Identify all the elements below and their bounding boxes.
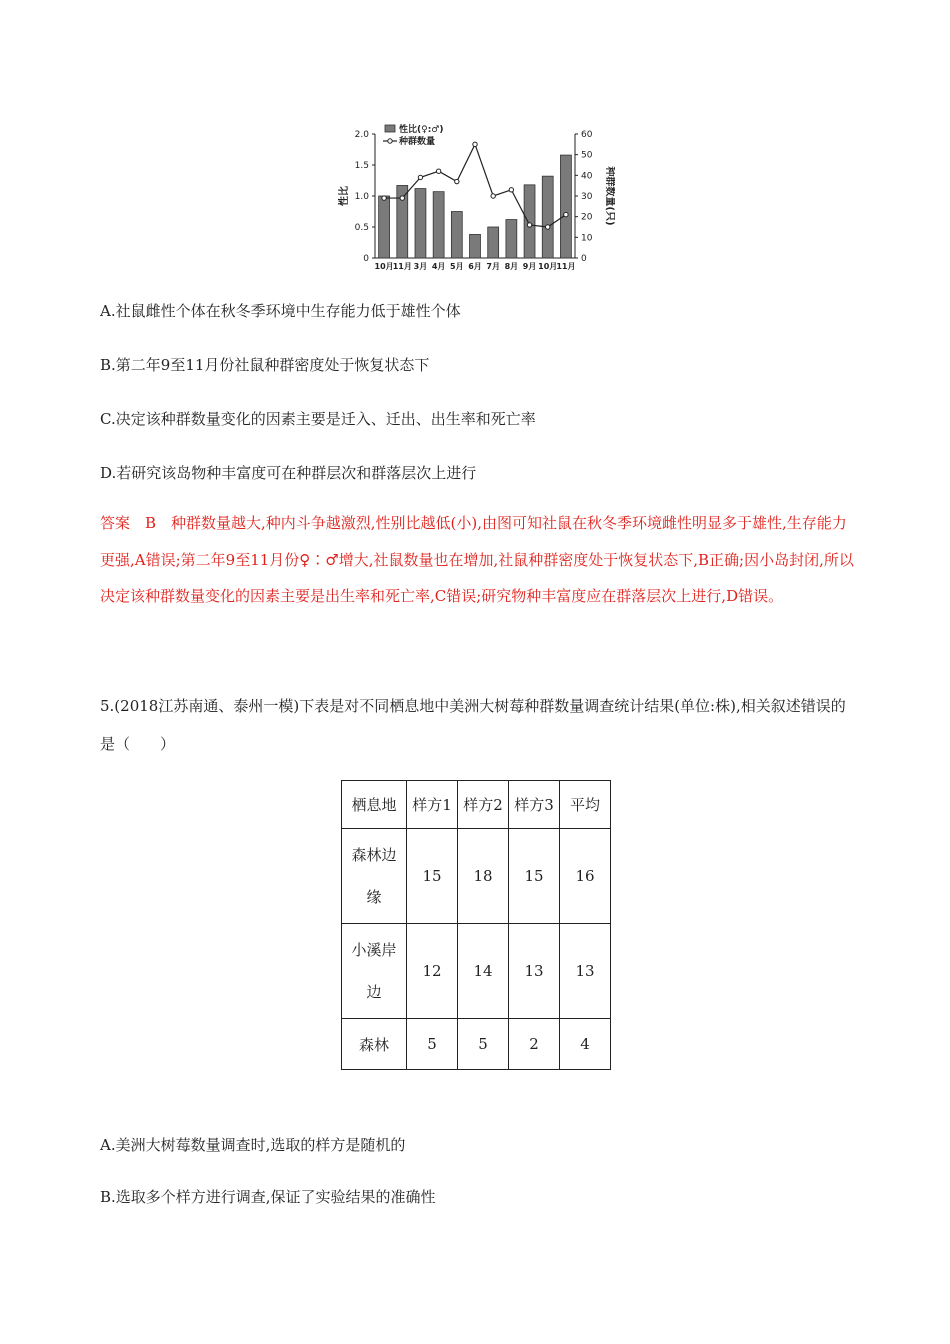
sex-ratio-bar <box>379 196 390 258</box>
sex-ratio-bar <box>415 189 426 258</box>
table-cell: 13 <box>509 924 560 1019</box>
sex-ratio-bar <box>488 227 499 258</box>
habitat-table <box>341 780 611 1070</box>
x-tick-label: 9月 <box>522 262 537 271</box>
population-point <box>546 225 550 229</box>
sex-ratio-bar <box>433 192 444 258</box>
population-point <box>400 196 404 200</box>
x-tick-label: 7月 <box>486 262 500 271</box>
legend-line-marker <box>388 139 392 143</box>
q5-stem: 5.(2018江苏南通、泰州一模)下表是对不同栖息地中美洲大树莓种群数量调查统计结果(单位:株),相关叙述错误的是（ ） <box>100 697 846 753</box>
x-tick-label: 11月 <box>392 262 412 271</box>
table-row <box>342 924 611 1019</box>
left-tick-label: 0 <box>363 254 369 264</box>
table-cell: 4 <box>560 1019 611 1070</box>
table-header-row <box>342 781 611 829</box>
table-cell: 5 <box>407 1019 458 1070</box>
x-tick-label: 8月 <box>504 262 519 271</box>
table-row <box>342 1019 611 1070</box>
table-header-cell: 样方3 <box>509 781 560 829</box>
right-tick-label: 50 <box>581 150 593 161</box>
table-cell: 15 <box>509 829 560 924</box>
table-cell: 16 <box>560 829 611 924</box>
sex-ratio-bar <box>451 212 462 259</box>
table-cell: 5 <box>458 1019 509 1070</box>
x-tick-label: 10月 <box>374 262 394 271</box>
habitat-name-line1: 小溪岸 <box>351 941 397 959</box>
q4-option-d: D.若研究该岛物种丰富度可在种群层次和群落层次上进行 <box>100 464 477 482</box>
population-point <box>473 142 477 146</box>
habitat-name-line1: 森林边 <box>351 846 397 864</box>
sex-ratio-bar <box>506 220 517 258</box>
sex-ratio-bar <box>542 176 553 258</box>
table-cell: 14 <box>458 924 509 1019</box>
habitat-cell <box>342 829 407 924</box>
q4-option-c: C.决定该种群数量变化的因素主要是迁入、迁出、出生率和死亡率 <box>100 410 536 428</box>
q4-option-b: B.第二年9至11月份社鼠种群密度处于恢复状态下 <box>100 356 430 374</box>
population-point <box>382 196 386 200</box>
table-row <box>342 829 611 924</box>
legend-line-label: 种群数量 <box>399 137 436 147</box>
q5-option-b: B.选取多个样方进行调查,保证了实验结果的准确性 <box>100 1188 436 1206</box>
habitat-name-line2: 边 <box>366 983 382 1001</box>
left-tick-label: 2.0 <box>354 130 369 140</box>
population-point <box>564 212 568 216</box>
table-cell: 12 <box>407 924 458 1019</box>
x-tick-label: 4月 <box>431 262 446 271</box>
habitat-name-line2: 缘 <box>366 888 382 906</box>
table-header-cell: 栖息地 <box>342 781 407 829</box>
habitat-cell <box>342 924 407 1019</box>
q4-answer: 答案 B 种群数量越大,种内斗争越激烈,性别比越低(小),由图可知社鼠在秋冬季环境雌性明显多于雄性,生存能力更强,A错误;第二年9至11月份♀∶♂增大,社鼠数量也在增加,社鼠种群密度处于恢复状态下,B正确;因小岛封闭,所以决定该种群数量变化的因素主要是出生率和死亡率,C错误;研究物种丰富度应在群落层次上进行,D错误。 <box>100 514 854 605</box>
chart-plot-area <box>337 123 615 271</box>
x-tick-label: 6月 <box>468 262 482 271</box>
right-tick-label: 40 <box>581 171 593 182</box>
left-tick-label: 1.5 <box>354 161 369 171</box>
right-tick-label: 10 <box>581 233 593 244</box>
right-tick-label: 20 <box>581 212 593 223</box>
right-tick-label: 60 <box>581 130 593 140</box>
habitat-cell: 森林 <box>342 1019 407 1070</box>
right-tick-label: 0 <box>581 254 587 264</box>
table-header-cell: 平均 <box>560 781 611 829</box>
x-tick-label: 10月 <box>538 262 558 271</box>
sex-ratio-bar <box>470 234 481 258</box>
population-point <box>509 188 513 192</box>
table-header-cell: 样方1 <box>407 781 458 829</box>
left-tick-label: 0.5 <box>354 223 369 233</box>
population-point <box>527 223 531 227</box>
sex-ratio-bar <box>560 155 571 258</box>
left-axis-title: 性比 <box>339 186 350 206</box>
population-point <box>436 169 440 173</box>
population-point <box>418 175 422 179</box>
left-tick-label: 1.0 <box>354 192 369 202</box>
table-cell: 18 <box>458 829 509 924</box>
x-tick-label: 3月 <box>413 262 428 271</box>
x-tick-label: 11月 <box>556 262 576 271</box>
q4-option-a: A.社鼠雌性个体在秋冬季环境中生存能力低于雄性个体 <box>100 302 461 320</box>
population-point <box>491 194 495 198</box>
sex-ratio-bar <box>524 185 535 258</box>
q5-option-a: A.美洲大树莓数量调查时,选取的样方是随机的 <box>100 1136 406 1154</box>
population-chart <box>335 118 615 276</box>
table-cell: 13 <box>560 924 611 1019</box>
table-cell: 15 <box>407 829 458 924</box>
table-cell: 2 <box>509 1019 560 1070</box>
legend-bar-swatch <box>385 125 395 132</box>
right-tick-label: 30 <box>581 192 593 202</box>
x-tick-label: 5月 <box>450 262 464 271</box>
population-line <box>384 144 566 227</box>
population-point <box>455 179 459 183</box>
right-axis-title: 种群数量(只) <box>604 166 615 226</box>
legend-bar-label: 性比(♀:♂) <box>399 125 444 135</box>
table-header-cell: 样方2 <box>458 781 509 829</box>
